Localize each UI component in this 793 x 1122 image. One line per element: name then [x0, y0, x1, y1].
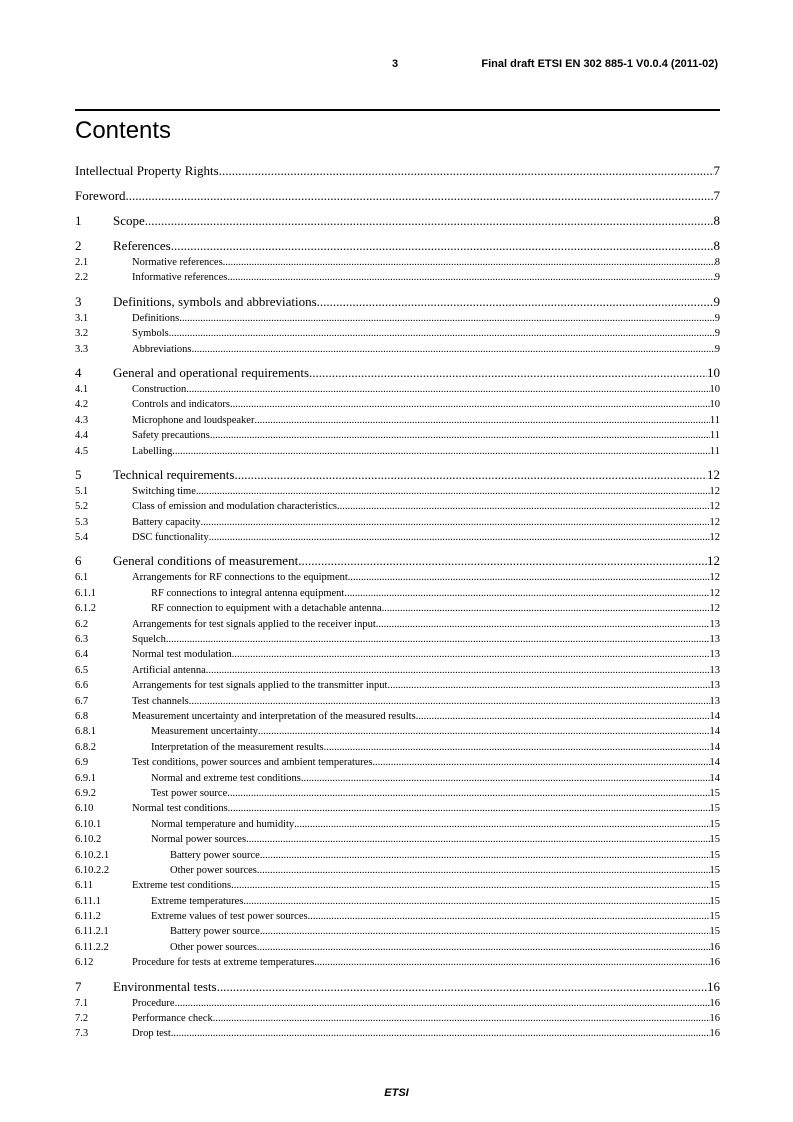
toc-entry[interactable]: [75, 586, 720, 601]
toc-entry-number: 7.2: [75, 1013, 89, 1025]
toc-entry[interactable]: [75, 326, 720, 341]
toc-leader-dots: [171, 238, 714, 254]
toc-entry-page: 15: [709, 864, 720, 876]
toc-entry-number: 6.4: [75, 649, 89, 661]
toc-leader-dots: [258, 724, 710, 739]
toc-leader-dots: [382, 601, 710, 616]
toc-entry-number: 6.7: [75, 695, 89, 707]
toc-entry[interactable]: [75, 979, 720, 996]
toc-entry-page: 14: [709, 772, 720, 784]
toc-entry[interactable]: [75, 601, 720, 616]
toc-entry-page: 14: [709, 710, 720, 722]
toc-entry-title: Extreme test conditions: [132, 880, 232, 892]
toc-entry-title: Extreme values of test power sources: [151, 911, 308, 923]
footer-etsi: ETSI: [384, 1087, 409, 1099]
toc-entry-page: 16: [709, 941, 720, 953]
toc-leader-dots: [196, 484, 710, 499]
toc-leader-dots: [210, 428, 710, 443]
toc-entry[interactable]: [75, 213, 720, 230]
toc-leader-dots: [234, 467, 707, 483]
toc-entry-page: 10: [707, 364, 720, 380]
toc-entry-title: Other power sources: [170, 864, 257, 876]
toc-entry-title: Battery power source: [170, 849, 260, 861]
toc-entry-number: 6.1.1: [75, 587, 96, 599]
toc-entry-page: 11: [709, 414, 720, 426]
toc-leader-dots: [376, 617, 710, 632]
toc-entry[interactable]: [75, 365, 720, 382]
toc-entry-number: 6.10.1: [75, 818, 102, 830]
toc-leader-dots: [217, 979, 707, 995]
toc-entry-title: Test power source: [151, 787, 228, 799]
toc-entry[interactable]: [75, 1026, 720, 1041]
toc-entry-title: Definitions: [132, 312, 180, 324]
toc-leader-dots: [186, 382, 709, 397]
toc-entry-number: 6.1.2: [75, 603, 96, 615]
toc-entry-page: 12: [709, 572, 720, 584]
toc-entry[interactable]: [75, 163, 720, 180]
toc-leader-dots: [257, 863, 710, 878]
toc-entry-number: 7.1: [75, 997, 89, 1009]
toc-entry-number: 2.2: [75, 272, 89, 284]
toc-entry-number: 6.9.1: [75, 772, 96, 784]
toc-leader-dots: [169, 326, 715, 341]
toc-leader-dots: [387, 678, 709, 693]
toc-leader-dots: [145, 213, 714, 229]
toc-entry[interactable]: [75, 484, 720, 499]
toc-entry-number: 7.3: [75, 1028, 89, 1040]
toc-entry-page: 12: [709, 587, 720, 599]
toc-leader-dots: [324, 740, 710, 755]
toc-leader-dots: [228, 801, 710, 816]
toc-entry-number: 6.2: [75, 618, 89, 630]
toc-leader-dots: [314, 955, 709, 970]
toc-entry-page: 16: [707, 978, 720, 994]
toc-leader-dots: [223, 255, 715, 270]
toc-leader-dots: [308, 909, 710, 924]
toc-leader-dots: [243, 894, 709, 909]
toc-entry-number: 6.10.2.2: [75, 864, 110, 876]
toc-entry-page: 15: [709, 834, 720, 846]
toc-entry-page: 14: [709, 741, 720, 753]
toc-entry-page: 9: [714, 328, 720, 340]
toc-entry-title: Safety precautions: [132, 430, 210, 442]
toc-entry-number: 6.8.2: [75, 741, 96, 753]
toc-entry-title: Procedure: [132, 997, 175, 1009]
toc-entry-number: 6.5: [75, 664, 89, 676]
document-title: Final draft ETSI EN 302 885-1 V0.0.4 (2011-02): [481, 58, 718, 70]
toc-entry-page: 13: [709, 618, 720, 630]
toc-entry-page: 15: [709, 926, 720, 938]
toc-entry-title: Drop test: [132, 1028, 171, 1040]
toc-entry[interactable]: [75, 878, 720, 893]
toc-leader-dots: [201, 515, 710, 530]
toc-entry-number: 5.1: [75, 485, 89, 497]
toc-entry-page: 16: [709, 1013, 720, 1025]
toc-leader-dots: [348, 570, 710, 585]
toc-entry-title: Squelch: [132, 634, 166, 646]
toc-entry-title: Normal power sources: [151, 834, 247, 846]
toc-entry-number: 6.11.1: [75, 895, 101, 907]
toc-entry-page: 13: [709, 649, 720, 661]
toc-entry-number: 6.6: [75, 680, 89, 692]
toc-entry-page: 12: [709, 603, 720, 615]
toc-leader-dots: [298, 553, 707, 569]
toc-leader-dots: [317, 294, 714, 310]
toc-entry[interactable]: [75, 647, 720, 662]
toc-leader-dots: [254, 413, 709, 428]
toc-entry[interactable]: [75, 294, 720, 311]
toc-entry-page: 16: [709, 997, 720, 1009]
toc-entry-number: 4: [75, 364, 82, 380]
toc-entry-title: RF connections to integral antenna equipment: [151, 587, 345, 599]
toc-entry-title: General and operational requirements: [113, 364, 309, 380]
toc-entry-page: 15: [709, 911, 720, 923]
toc-entry-number: 6.8.1: [75, 726, 96, 738]
toc-entry-title: Normal test conditions: [132, 803, 228, 815]
toc-entry-page: 13: [709, 695, 720, 707]
toc-entry-title: Test conditions, power sources and ambient temperatures: [132, 757, 373, 769]
toc-entry-title: Extreme temperatures: [151, 895, 244, 907]
toc-entry-title: Construction: [132, 383, 187, 395]
toc-entry[interactable]: [75, 863, 720, 878]
toc-entry-number: 6.3: [75, 634, 89, 646]
toc-entry[interactable]: [75, 709, 720, 724]
toc-entry-title: Foreword: [75, 188, 126, 203]
toc-entry-number: 6.1: [75, 572, 89, 584]
toc-entry-page: 15: [709, 880, 720, 892]
toc-leader-dots: [172, 444, 710, 459]
toc-leader-dots: [246, 832, 709, 847]
toc-entry-number: 2.1: [75, 257, 89, 268]
toc-entry-page: 15: [709, 803, 720, 815]
toc-entry-title: Switching time: [132, 485, 196, 497]
toc-entry-title: Controls and indicators: [132, 399, 230, 411]
toc-entry-title: Measurement uncertainty: [151, 726, 258, 738]
toc-entry-page: 14: [709, 726, 720, 738]
toc-entry-page: 12: [709, 516, 720, 528]
toc-entry-page: 15: [709, 895, 720, 907]
toc-entry-number: 6.11.2.1: [75, 926, 109, 938]
toc-leader-dots: [309, 365, 707, 381]
toc-entry-title: Informative references: [132, 272, 228, 284]
toc-entry[interactable]: [75, 786, 720, 801]
toc-entry[interactable]: [75, 311, 720, 326]
toc-entry-title: General conditions of measurement: [113, 553, 299, 569]
toc-entry-page: 11: [709, 445, 720, 457]
toc-entry-page: 13: [709, 664, 720, 676]
toc-entry-title: References: [113, 238, 171, 253]
toc-entry-page: 9: [713, 293, 720, 309]
toc-leader-dots: [416, 709, 710, 724]
toc-entry-title: Intellectual Property Rights: [75, 163, 219, 178]
toc-entry-page: 15: [709, 818, 720, 830]
toc-entry-number: 1: [75, 213, 82, 228]
toc-entry-title: Class of emission and modulation characteristics: [132, 501, 337, 513]
toc-entry-title: Battery power source: [170, 926, 260, 938]
toc-entry-number: 4.3: [75, 414, 89, 426]
toc-leader-dots: [166, 632, 710, 647]
toc-entry-page: 12: [707, 553, 720, 569]
toc-entry-number: 3: [75, 293, 82, 309]
toc-entry[interactable]: [75, 515, 720, 530]
toc-entry-number: 4.5: [75, 445, 89, 457]
toc-entry-page: 7: [713, 188, 720, 203]
toc-entry-title: Arrangements for test signals applied to the transmitter input: [132, 680, 388, 692]
toc-entry[interactable]: [75, 894, 720, 909]
toc-entry[interactable]: [75, 724, 720, 739]
toc-entry-number: 6.9.2: [75, 787, 96, 799]
toc-entry[interactable]: [75, 996, 720, 1011]
toc-entry-page: 9: [714, 343, 720, 355]
toc-entry-title: Arrangements for test signals applied to the receiver input: [132, 618, 376, 630]
toc-leader-dots: [219, 163, 714, 179]
toc-entry[interactable]: [75, 413, 720, 428]
toc-entry[interactable]: [75, 342, 720, 357]
toc-entry-title: Scope: [113, 213, 145, 228]
toc-entry[interactable]: [75, 940, 720, 955]
contents-heading: Contents: [75, 117, 172, 144]
toc-entry[interactable]: [75, 740, 720, 755]
toc-entry-page: 12: [707, 466, 720, 482]
toc-entry-page: 8: [714, 257, 720, 268]
toc-entry-number: 6: [75, 553, 82, 569]
toc-entry[interactable]: [75, 499, 720, 514]
toc-entry-number: 7: [75, 978, 82, 994]
toc-leader-dots: [213, 1011, 710, 1026]
toc-entry-title: Performance check: [132, 1013, 213, 1025]
toc-entry-page: 11: [709, 430, 720, 442]
toc-entry[interactable]: [75, 188, 720, 205]
toc-leader-dots: [206, 663, 710, 678]
toc-entry-number: 5: [75, 466, 82, 482]
toc-entry-number: 6.11.2: [75, 911, 101, 923]
toc-entry-title: Arrangements for RF connections to the equipment: [132, 572, 348, 584]
toc-entry-title: Symbols: [132, 328, 169, 340]
toc-entry-title: Definitions, symbols and abbreviations: [113, 293, 317, 309]
toc-entry-number: 5.2: [75, 501, 89, 513]
toc-entry[interactable]: [75, 530, 720, 545]
toc-entry[interactable]: [75, 755, 720, 770]
toc-entry-page: 10: [709, 399, 720, 411]
toc-entry-title: Environmental tests: [113, 978, 217, 994]
toc-leader-dots: [189, 694, 710, 709]
toc-entry-title: RF connection to equipment with a detachable antenna: [151, 603, 382, 615]
toc-entry[interactable]: [75, 848, 720, 863]
toc-entry-number: 6.12: [75, 957, 94, 969]
toc-entry[interactable]: [75, 909, 720, 924]
toc-entry[interactable]: [75, 238, 720, 255]
toc-entry[interactable]: [75, 467, 720, 484]
toc-entry-page: 9: [714, 272, 720, 284]
toc-leader-dots: [192, 342, 715, 357]
toc-leader-dots: [209, 530, 710, 545]
toc-entry[interactable]: [75, 570, 720, 585]
toc-leader-dots: [257, 940, 710, 955]
toc-entry-number: 3.2: [75, 328, 89, 340]
toc-entry-number: 4.2: [75, 399, 89, 411]
toc-entry-title: Technical requirements: [113, 466, 235, 482]
toc-entry-page: 16: [709, 957, 720, 969]
toc-entry-page: 15: [709, 849, 720, 861]
toc-entry-page: 8: [713, 213, 720, 228]
toc-leader-dots: [230, 397, 710, 412]
toc-leader-dots: [260, 924, 710, 939]
toc-entry[interactable]: [75, 663, 720, 678]
toc-entry-number: 6.10.2.1: [75, 849, 110, 861]
toc-entry-page: 15: [709, 787, 720, 799]
toc-leader-dots: [294, 817, 709, 832]
toc-leader-dots: [179, 311, 715, 326]
toc-entry[interactable]: [75, 444, 720, 459]
toc-entry[interactable]: [75, 817, 720, 832]
toc-entry-number: 2: [75, 238, 82, 253]
toc-entry-page: 9: [714, 312, 720, 324]
toc-entry-title: Interpretation of the measurement results: [151, 741, 324, 753]
toc-entry[interactable]: [75, 382, 720, 397]
toc-entry-number: 3.1: [75, 312, 89, 324]
toc-entry-page: 13: [709, 634, 720, 646]
toc-entry-page: 8: [713, 238, 720, 253]
toc-entry-title: Artificial antenna: [132, 664, 206, 676]
toc-leader-dots: [126, 188, 714, 204]
toc-entry[interactable]: [75, 832, 720, 847]
toc-entry-number: 6.11.2.2: [75, 941, 109, 953]
toc-entry-title: Abbreviations: [132, 343, 192, 355]
toc-entry-page: 10: [709, 383, 720, 395]
toc-entry[interactable]: [75, 553, 720, 570]
toc-entry-title: Battery capacity: [132, 516, 201, 528]
toc-entry-page: 14: [709, 757, 720, 769]
toc-entry-number: 6.10: [75, 803, 94, 815]
toc-entry[interactable]: [75, 632, 720, 647]
toc-entry-number: 6.10.2: [75, 834, 102, 846]
toc-entry[interactable]: [75, 270, 720, 285]
toc-entry-number: 3.3: [75, 343, 89, 355]
toc-entry-title: Labelling: [132, 445, 173, 457]
toc-entry[interactable]: [75, 255, 720, 270]
toc-entry[interactable]: [75, 617, 720, 632]
toc-entry-page: 12: [709, 485, 720, 497]
toc-entry-page: 16: [709, 1028, 720, 1040]
toc-entry-number: 5.4: [75, 532, 89, 544]
toc-entry[interactable]: [75, 397, 720, 412]
toc-entry-page: 12: [709, 532, 720, 544]
toc-entry-number: 5.3: [75, 516, 89, 528]
toc-entry-page: 12: [709, 501, 720, 513]
toc-entry-title: Normal test modulation: [132, 649, 232, 661]
toc-leader-dots: [372, 755, 709, 770]
toc-leader-dots: [227, 270, 714, 285]
toc-leader-dots: [260, 848, 710, 863]
page-number: 3: [392, 58, 399, 70]
toc-entry-title: Test channels: [132, 695, 189, 707]
toc-entry-title: Normal temperature and humidity: [151, 818, 295, 830]
toc-leader-dots: [227, 786, 709, 801]
toc-entry[interactable]: [75, 924, 720, 939]
toc-entry-number: 4.1: [75, 383, 89, 395]
toc-entry-page: 13: [709, 680, 720, 692]
toc-entry-title: Other power sources: [170, 941, 257, 953]
toc-entry-title: Microphone and loudspeaker: [132, 414, 255, 426]
toc-entry[interactable]: [75, 801, 720, 816]
toc-entry-title: Procedure for tests at extreme temperatures: [132, 957, 315, 969]
toc-entry[interactable]: [75, 771, 720, 786]
toc-leader-dots: [175, 996, 710, 1011]
toc-entry-number: 6.8: [75, 710, 89, 722]
toc-entry[interactable]: [75, 694, 720, 709]
toc-entry[interactable]: [75, 678, 720, 693]
toc-leader-dots: [231, 878, 709, 893]
table-of-contents: [75, 163, 720, 1042]
toc-entry-page: 7: [713, 163, 720, 178]
toc-leader-dots: [171, 1026, 710, 1041]
toc-entry-number: 6.11: [75, 880, 93, 892]
toc-entry-title: Measurement uncertainty and interpretation of the measured results: [132, 710, 416, 722]
toc-leader-dots: [337, 499, 710, 514]
toc-entry-number: 6.9: [75, 757, 89, 769]
toc-leader-dots: [301, 771, 710, 786]
toc-entry-number: 4.4: [75, 430, 89, 442]
toc-entry[interactable]: [75, 955, 720, 970]
header-rule: [75, 109, 720, 111]
toc-entry[interactable]: [75, 1011, 720, 1026]
toc-entry[interactable]: [75, 428, 720, 443]
toc-leader-dots: [344, 586, 709, 601]
toc-entry-title: DSC functionality: [132, 532, 209, 544]
toc-leader-dots: [232, 647, 710, 662]
toc-entry-title: Normative references: [132, 257, 223, 268]
toc-entry-title: Normal and extreme test conditions: [151, 772, 301, 784]
